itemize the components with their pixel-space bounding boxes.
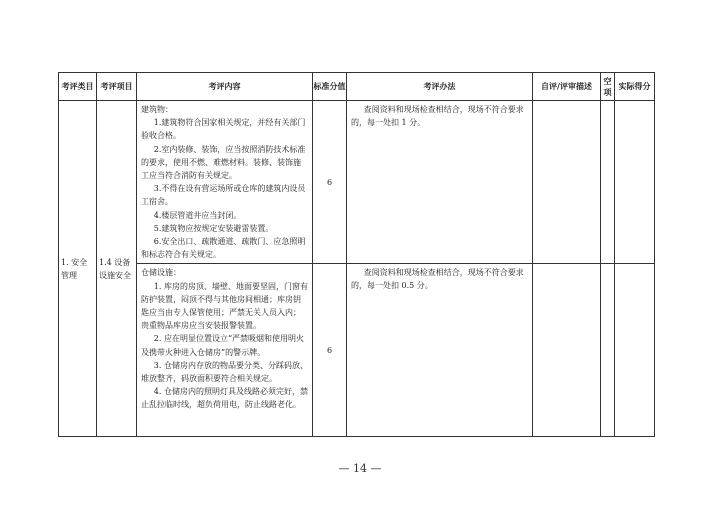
content-line: 1.建筑物符合国家相关规定，并经有关部门验收合格。 xyxy=(141,118,306,141)
header-row xyxy=(59,73,655,101)
self-eval-cell xyxy=(533,101,601,264)
content-line: 3.不得在设有营运场所或仓库的建筑内设员工宿舍。 xyxy=(141,184,306,207)
content-lead: 仓储设施： xyxy=(141,268,181,278)
content-line: 6.安全出口、疏散通道、疏散门、应急照明和标志符合有关规定。 xyxy=(141,237,306,260)
content-line: 2. 应在明显位置设立“严禁吸烟和使用明火及携带火种进入仓储房”的警示牌。 xyxy=(141,334,305,357)
self-eval-cell xyxy=(533,264,601,437)
header-item: 考评项目 xyxy=(97,73,137,101)
content-line: 4. 仓储房内的照明灯具及线路必须完好，禁止乱拉临时线，超负荷用电，防止线路老化。 xyxy=(141,387,308,410)
header-empty: 空项 xyxy=(601,73,615,101)
empty-cell xyxy=(601,264,615,437)
content-cell-buildings xyxy=(137,101,313,264)
page-number: — 14 — xyxy=(338,462,382,475)
actual-score-cell xyxy=(615,264,655,437)
item-cell: 1.4 设备设施安全 xyxy=(97,101,137,437)
method-text: 查阅资料和现场检查相结合，现场不符合要求的，每一处扣 1 分。 xyxy=(351,105,524,127)
table-row xyxy=(59,101,655,264)
method-cell xyxy=(347,101,533,264)
method-text: 查阅资料和现场检查相结合，现场不符合要求的，每一处扣 0.5 分。 xyxy=(351,268,524,291)
score-cell: 6 xyxy=(313,264,347,437)
method-cell xyxy=(347,264,533,437)
content-line: 2.室内装修、装饰，应当按照消防技术标准的要求，使用不燃、难燃材料。装修、装饰施工应当符合消防有关规定。 xyxy=(141,144,306,181)
evaluation-table xyxy=(58,72,655,437)
content-line: 3. 仓储房内存放的物品要分类、分踩码放、堆放整齐，码放面积要符合相关规定。 xyxy=(141,360,308,384)
header-content: 考评内容 xyxy=(137,73,313,101)
content-cell-storage xyxy=(137,264,313,437)
header-method: 考评办法 xyxy=(347,73,533,101)
content-lead: 建筑物： xyxy=(141,105,173,114)
header-category: 考评类目 xyxy=(59,73,97,101)
content-line: 4.楼层管道井应当封闭。 xyxy=(153,210,242,220)
actual-score-cell xyxy=(615,101,655,264)
category-cell: 1. 安全管理 xyxy=(59,101,97,437)
header-score: 标准分值 xyxy=(313,73,347,101)
score-cell: 6 xyxy=(313,101,347,264)
header-actual: 实际得分 xyxy=(615,73,655,101)
content-line: 1. 库房的房顶、墙壁、地面要坚固，门窗有防护装置，闷顶不得与其他房间相通；库房钥匙应当由专人保管使用；严禁无关人员入内；贵重物品库房应当安装报警装置。 xyxy=(141,281,308,331)
header-self-eval: 自评/评审描述 xyxy=(533,73,601,101)
empty-cell xyxy=(601,101,615,264)
table-row xyxy=(59,264,655,437)
content-line: 5.建筑物应按规定安装避雷装置。 xyxy=(153,223,274,233)
